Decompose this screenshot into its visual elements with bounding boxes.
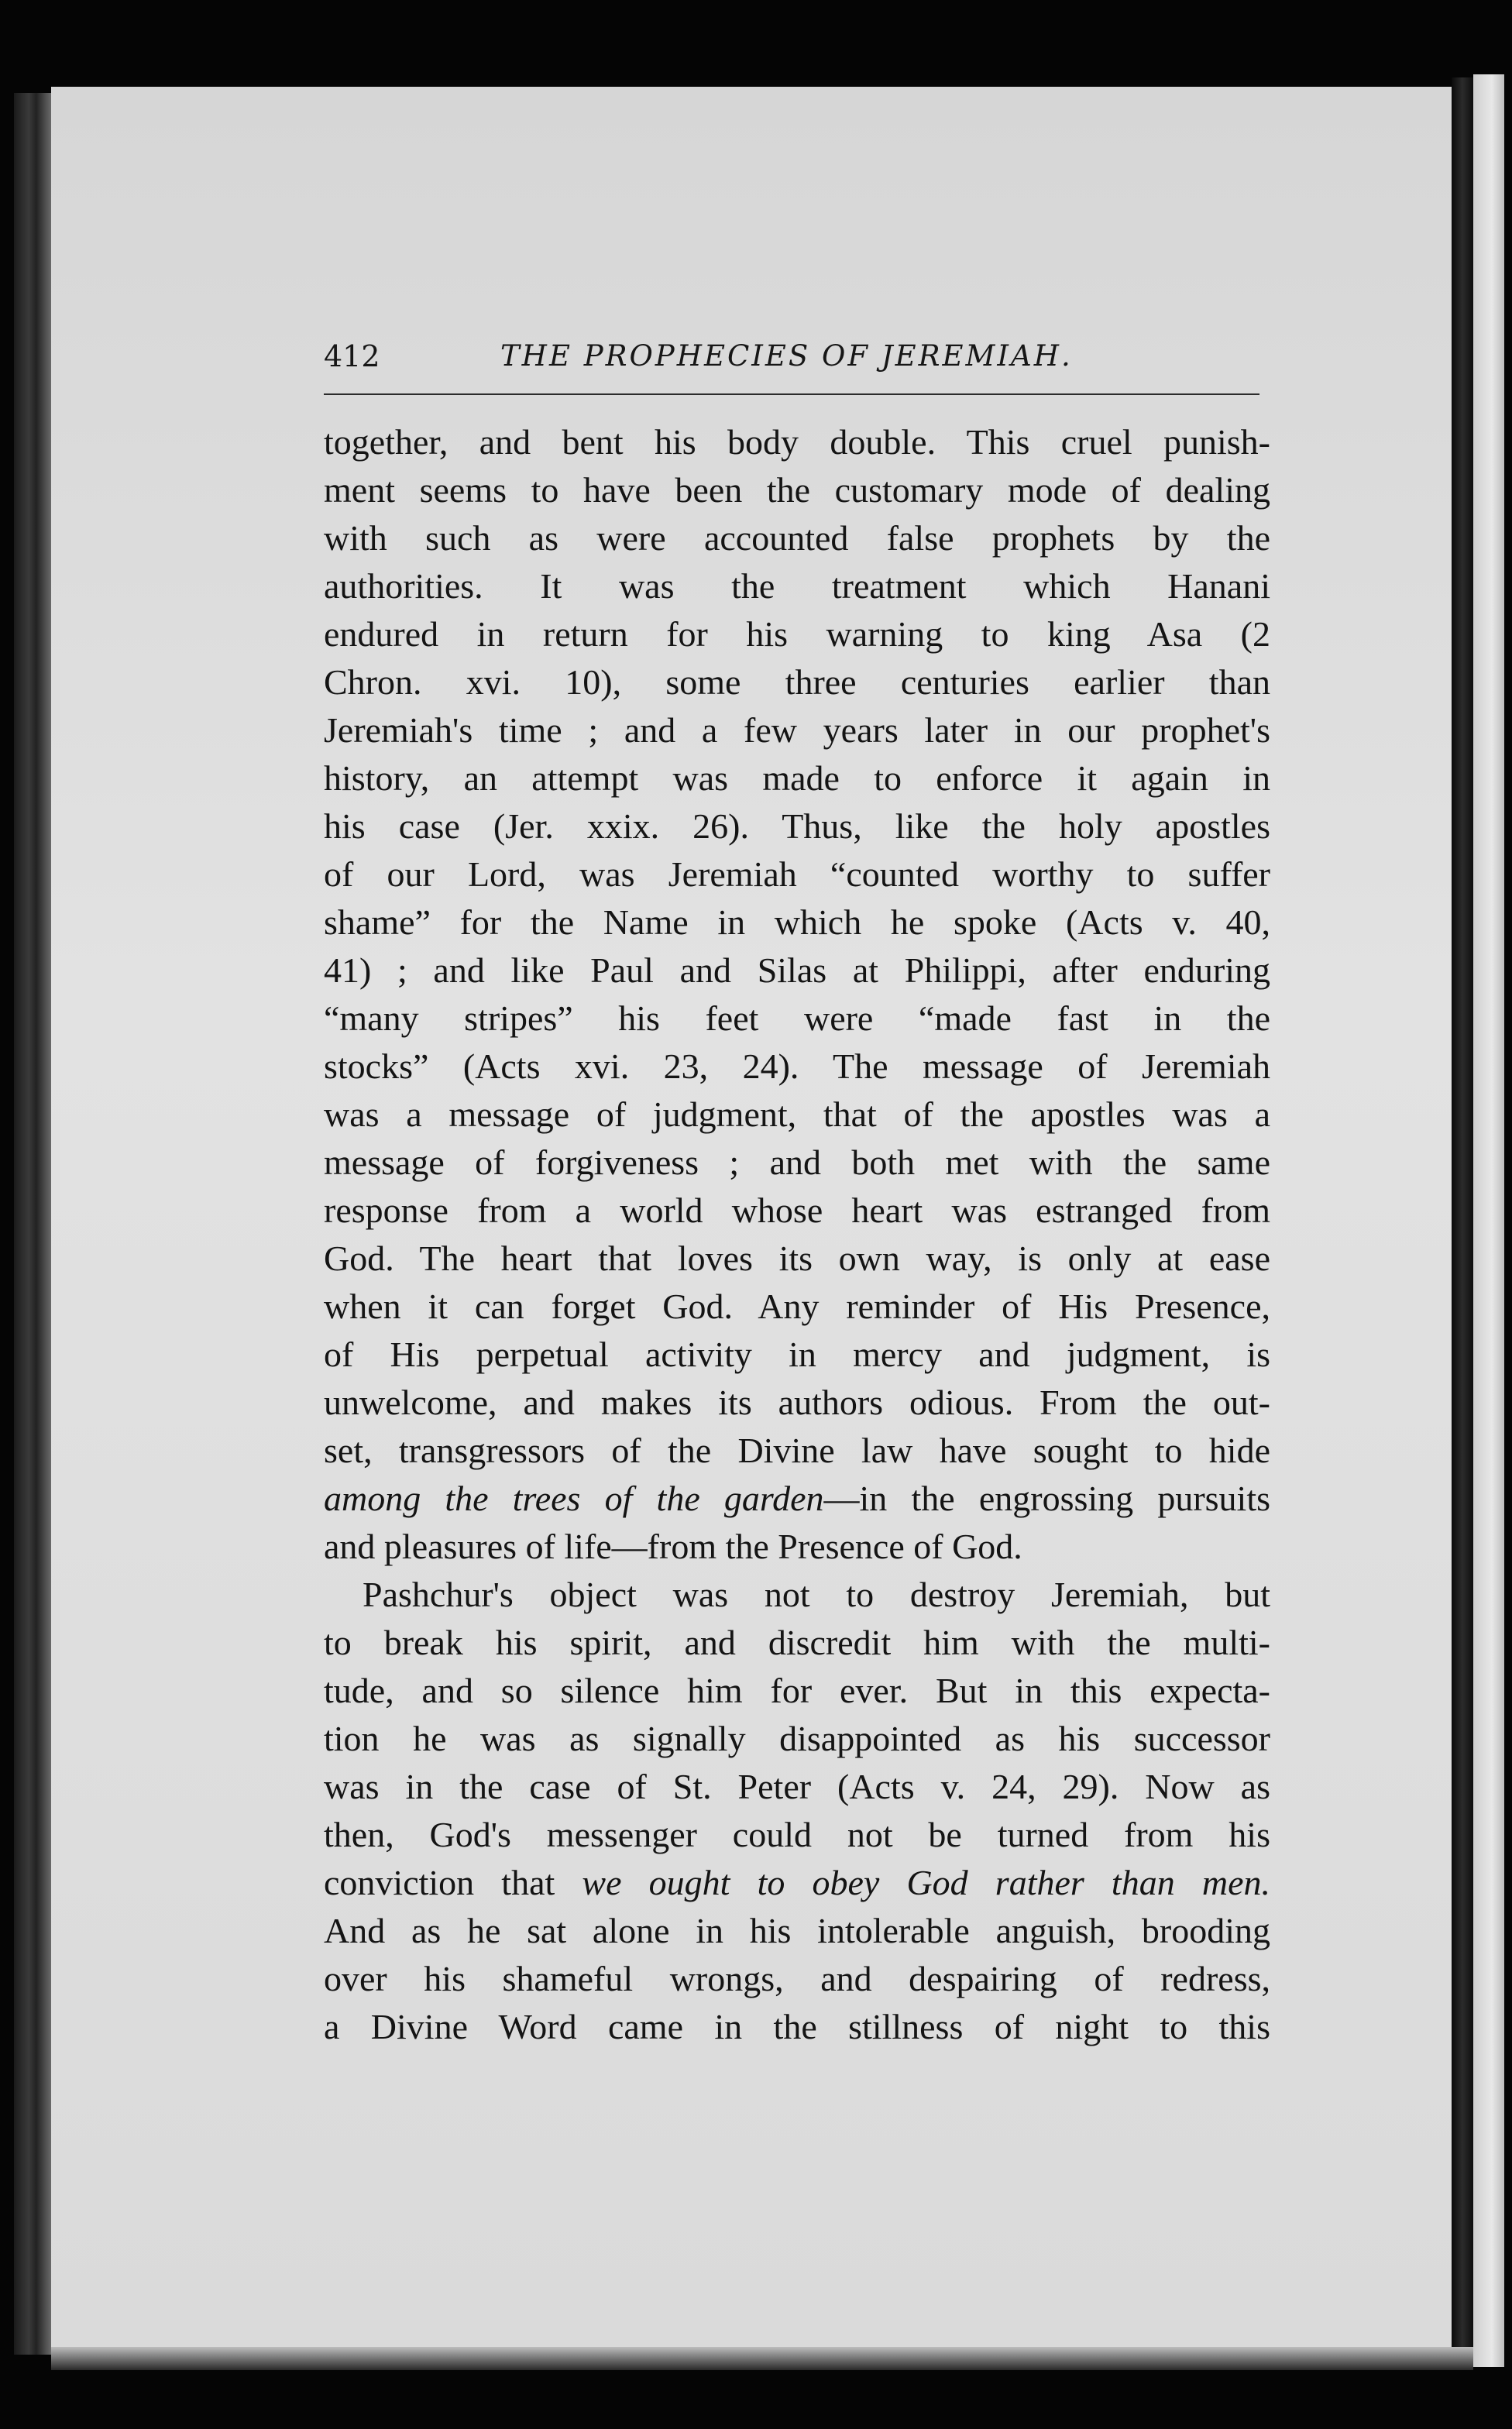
- page-edge-right: [1452, 77, 1473, 2362]
- text-line: his case (Jer. xxix. 26). Thus, like the holy apostles: [324, 806, 1270, 846]
- text-line: tion he was as signally disappointed as his successor: [324, 1719, 1270, 1758]
- text-line: was a message of judgment, that of the apostles was a: [324, 1094, 1270, 1134]
- page-number: 412: [324, 339, 380, 373]
- text-line: over his shameful wrongs, and despairing of redress,: [324, 1959, 1270, 1998]
- text-line: unwelcome, and makes its authors odious. From the out-: [324, 1383, 1270, 1422]
- facing-page-strip: [1473, 74, 1504, 2367]
- italic-phrase: among the trees of the garden: [324, 1479, 824, 1518]
- text-line: was in the case of St. Peter (Acts v. 24, 29). Now as: [324, 1767, 1270, 1806]
- text-line: of His perpetual activity in mercy and judgment, is: [324, 1335, 1270, 1374]
- paragraph-first-line: Pashchur's object was not to destroy Jeremiah, but: [363, 1575, 1270, 1614]
- text-fragment: —in the engrossing pursuits: [823, 1479, 1270, 1518]
- text-line: with such as were accounted false prophets by the: [324, 518, 1270, 558]
- text-line: of our Lord, was Jeremiah “counted worthy to suffer: [324, 854, 1270, 894]
- text-fragment: conviction that: [324, 1863, 582, 1902]
- text-line: message of forgiveness ; and both met with the same: [324, 1142, 1270, 1182]
- page-heading: THE PROPHECIES OF JEREMIAH.: [500, 339, 1073, 373]
- text-line: Chron. xvi. 10), some three centuries earlier than: [324, 662, 1270, 702]
- running-head: [324, 335, 1259, 378]
- page-bottom-edge: [51, 2347, 1473, 2370]
- text-line-mixed: [324, 1859, 1270, 1907]
- text-line: And as he sat alone in his intolerable anguish, brooding: [324, 1911, 1270, 1950]
- header-rule: [324, 393, 1259, 395]
- text-line: “many stripes” his feet were “made fast in the: [324, 998, 1270, 1038]
- text-line: 41) ; and like Paul and Silas at Philippi, after enduring: [324, 950, 1270, 990]
- text-line-mixed: [324, 1475, 1270, 1523]
- text-line: together, and bent his body double. This cruel punish-: [324, 422, 1270, 462]
- text-line: God. The heart that loves its own way, is only at ease: [324, 1239, 1270, 1278]
- text-line: and pleasures of life—from the Presence of God.: [324, 1527, 1022, 1566]
- book-binding-left: [14, 93, 51, 2355]
- italic-phrase: we ought to obey God rather than men.: [582, 1863, 1270, 1902]
- text-line: to break his spirit, and discredit him with the multi-: [324, 1623, 1270, 1662]
- text-line: response from a world whose heart was estranged from: [324, 1190, 1270, 1230]
- text-line: history, an attempt was made to enforce it again in: [324, 758, 1270, 798]
- text-line: then, God's messenger could not be turned from his: [324, 1815, 1270, 1854]
- text-line: ment seems to have been the customary mode of dealing: [324, 470, 1270, 510]
- text-line: tude, and so silence him for ever. But in this expecta-: [324, 1671, 1270, 1710]
- text-line: a Divine Word came in the stillness of night to this: [324, 2007, 1270, 2046]
- text-line: stocks” (Acts xvi. 23, 24). The message of Jeremiah: [324, 1046, 1270, 1086]
- text-line: Jeremiah's time ; and a few years later in our prophet's: [324, 710, 1270, 750]
- text-line: when it can forget God. Any reminder of His Presence,: [324, 1287, 1270, 1326]
- text-line: shame” for the Name in which he spoke (Acts v. 40,: [324, 902, 1270, 942]
- text-line: set, transgressors of the Divine law have sought to hide: [324, 1431, 1270, 1470]
- text-line: endured in return for his warning to king Asa (2: [324, 614, 1270, 654]
- body-text: [324, 418, 1270, 2051]
- text-line: authorities. It was the treatment which Hanani: [324, 566, 1270, 606]
